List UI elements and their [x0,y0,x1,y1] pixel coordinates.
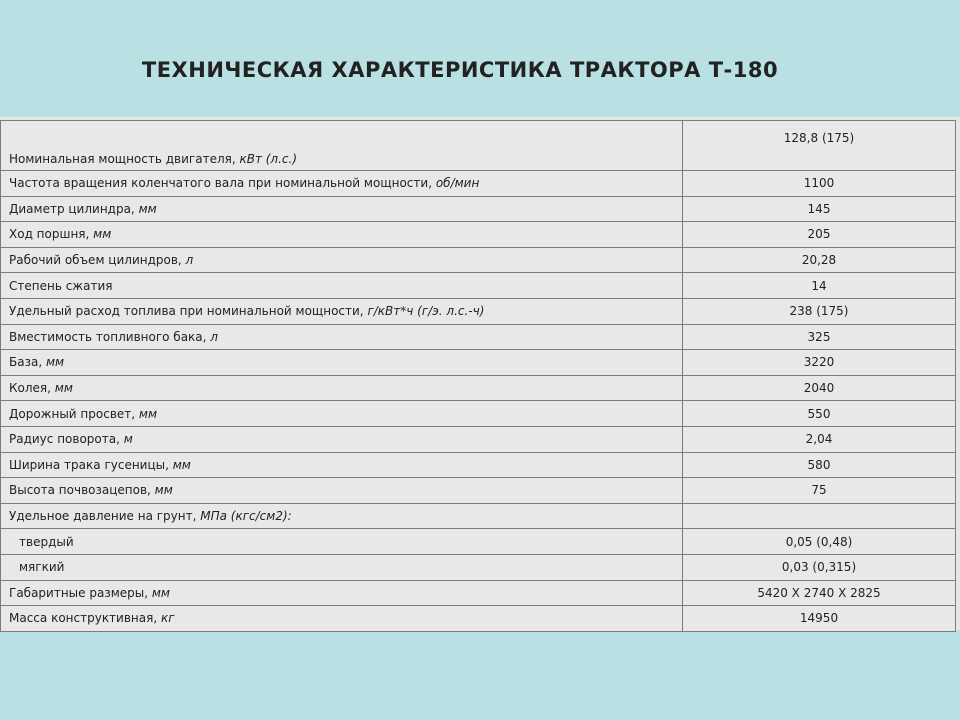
value-cell: 580 [683,452,956,478]
param-cell [1,478,683,504]
param-unit: мм [154,483,173,498]
param-cell [1,401,683,427]
param-cell [1,580,683,606]
param-cell [1,452,683,478]
param-unit: МПа (кгс/см2): [200,509,292,524]
param-cell [1,375,683,401]
param-label: Высота почвозацепов, [9,483,155,498]
param-label: Вместимость топливного бака, [9,329,211,344]
table-row [1,247,956,273]
param-label: Колея, [9,381,55,396]
table-row [1,298,956,324]
table-row [1,452,956,478]
param-unit: об/мин [435,176,480,191]
table-row [1,375,956,401]
param-cell [1,554,683,580]
table-row [1,273,956,299]
param-cell [1,222,683,248]
value-cell: 325 [683,324,956,350]
value-cell: 145 [683,196,956,222]
table-row [1,121,956,171]
param-label: мягкий [19,560,65,575]
value-cell: 2040 [683,375,956,401]
table-row [1,222,956,248]
param-cell [1,171,683,197]
param-cell [1,324,683,350]
table-row [1,324,956,350]
param-label: Радиус поворота, [9,432,124,447]
param-label: Номинальная мощность двигателя, [9,152,240,166]
param-cell [1,350,683,376]
page-title: ТЕХНИЧЕСКАЯ ХАРАКТЕРИСТИКА ТРАКТОРА Т-180 [141,58,779,82]
param-unit: мм [93,227,112,242]
param-unit: мм [138,201,157,216]
value-cell: 128,8 (175) [683,121,956,171]
param-cell [1,529,683,555]
param-unit: мм [172,457,191,472]
value-cell: 3220 [683,350,956,376]
param-label: Ширина трака гусеницы, [9,457,173,472]
value-cell: 205 [683,222,956,248]
param-unit: кВт (л.с.) [239,152,298,166]
param-unit: кг [160,611,175,626]
value-cell: 14 [683,273,956,299]
param-label: твердый [19,534,74,549]
param-unit: м [123,432,133,447]
value-cell: 14950 [683,606,956,632]
param-label: База, [9,355,46,370]
param-label: Дорожный просвет, [9,406,139,421]
param-label: Масса конструктивная, [9,611,161,626]
param-unit: л [210,329,218,344]
param-label: Габаритные размеры, [9,585,152,600]
param-label: Удельное давление на грунт, [9,509,201,524]
table-row [1,171,956,197]
table-row [1,350,956,376]
table-row [1,478,956,504]
param-cell [1,503,683,529]
value-cell: 238 (175) [683,298,956,324]
value-cell: 5420 X 2740 X 2825 [683,580,956,606]
param-unit: л [185,253,194,268]
param-label: Ход поршня, [9,227,94,242]
param-label: Степень сжатия [9,278,113,293]
value-cell: 0,03 (0,315) [683,554,956,580]
param-cell [1,298,683,324]
param-unit: мм [54,381,73,396]
value-cell: 75 [683,478,956,504]
table-row [1,426,956,452]
param-cell [1,273,683,299]
value-cell: 0,05 (0,48) [683,529,956,555]
table-row [1,196,956,222]
value-cell: 20,28 [683,247,956,273]
param-label: Рабочий объем цилиндров, [9,253,186,268]
spec-table [0,120,956,632]
param-unit: мм [45,355,65,370]
param-label: Частота вращения коленчатого вала при номинальной мощности, [9,176,436,191]
param-label: Удельный расход топлива при номинальной мощности, [9,304,368,319]
table-row [1,554,956,580]
param-label: Диаметр цилиндра, [9,201,139,216]
value-cell: 550 [683,401,956,427]
table-row [1,503,956,529]
table-row [1,580,956,606]
param-cell [1,121,683,171]
table-row [1,606,956,632]
param-cell [1,426,683,452]
param-cell [1,247,683,273]
param-cell [1,196,683,222]
value-cell: 2,04 [683,426,956,452]
table-row [1,529,956,555]
value-cell: 1100 [683,171,956,197]
param-cell [1,606,683,632]
param-unit: г/кВт*ч (г/э. л.с.-ч) [367,304,485,319]
param-unit: мм [151,585,170,600]
param-unit: мм [138,406,158,421]
value-cell [683,503,956,529]
table-row [1,401,956,427]
